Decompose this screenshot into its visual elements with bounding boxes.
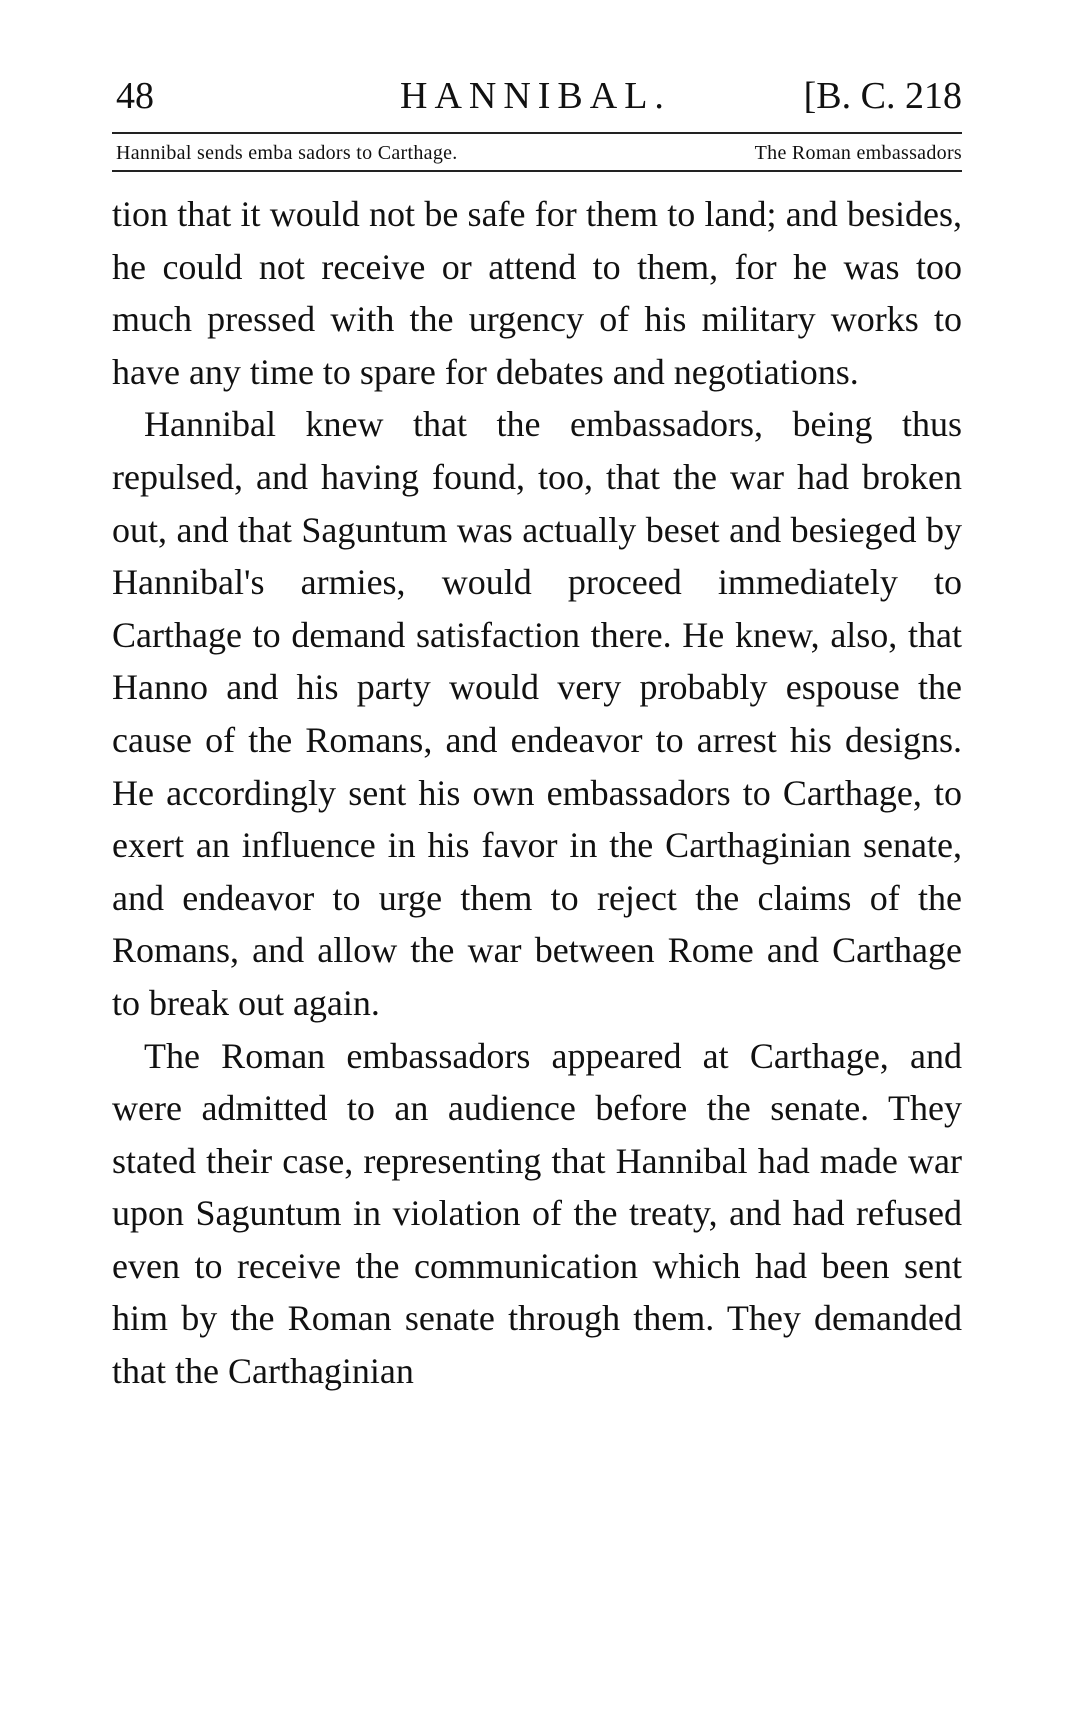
header-rule: [112, 132, 962, 134]
paragraph: tion that it would not be safe for them to land; and besides, he could not receive or attend to them, for he was too much pressed with the urgency of his military works to have any time to spare for debates and negotiations.: [112, 194, 962, 392]
subheader-right: The Roman embassadors: [754, 142, 962, 164]
subheader-left: Hannibal sends emba sadors to Carthage.: [116, 142, 458, 164]
paragraph: The Roman embassadors appeared at Carthage, and were admitted to an audience before the senate. They stated their case, representing that Hannibal had made war upon Saguntum in violation of the treaty, and had refused even to receive the communication which had been sent him by the Roman senate through them. They demanded that the Carthaginian: [112, 1035, 962, 1392]
paragraph: Hannibal knew that the embassadors, being thus repulsed, and having found, too, that the war had broken out, and that Saguntum was actually beset and besieged by Hannibal's armies, would proceed immediately to Carthage to demand satisfaction there. He knew, also, that Hanno and his party would very probably espouse the cause of the Romans, and endeavor to arrest his designs. He accordingly sent his own embassadors to Carthage, to exert an influence in his favor in the Carthaginian senate, and endeavor to urge them to reject the claims of the Romans, and allow the war between Rome and Carthage to break out again.: [112, 404, 962, 1023]
page-number: 48: [116, 75, 154, 117]
book-page: [112, 70, 962, 1398]
running-date: [B. C. 218: [803, 75, 962, 117]
subheader-rule: [112, 170, 962, 172]
body-text: [112, 188, 962, 1398]
running-title: HANNIBAL.: [400, 75, 671, 117]
running-head: [112, 70, 962, 122]
page-subheader: [112, 138, 962, 168]
